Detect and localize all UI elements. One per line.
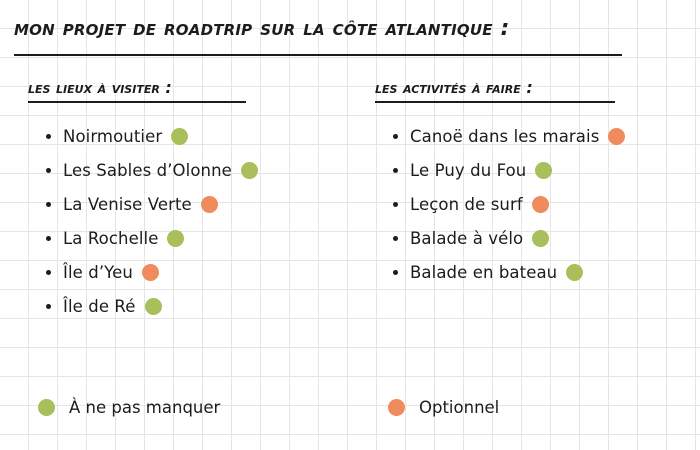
legend-label-optional: Optionnel (419, 398, 500, 417)
list-item-label: Île d’Yeu (63, 262, 133, 282)
list-activities (375, 119, 685, 289)
bullet-icon (393, 202, 398, 207)
bullet-icon (46, 236, 51, 241)
legend-item-optional (388, 398, 499, 417)
column-heading-underline (375, 101, 615, 103)
status-dot-green-icon (532, 230, 549, 247)
list-item (375, 221, 685, 255)
status-dot-orange-icon (201, 196, 218, 213)
list-item (28, 255, 358, 289)
list-item (375, 255, 685, 289)
bullet-icon (393, 168, 398, 173)
title-block (14, 16, 654, 41)
bullet-icon (46, 270, 51, 275)
column-heading-underline (28, 101, 246, 103)
status-dot-orange-icon (608, 128, 625, 145)
status-dot-green-icon (171, 128, 188, 145)
status-dot-green-icon (535, 162, 552, 179)
status-dot-orange-icon (142, 264, 159, 281)
legend-dot-green-icon (38, 399, 55, 416)
bullet-icon (46, 202, 51, 207)
list-item (375, 153, 685, 187)
list-item-label: Balade en bateau (410, 262, 558, 282)
bullet-icon (393, 134, 398, 139)
list-item-label: La Venise Verte (63, 194, 192, 214)
legend-label-must-see: À ne pas manquer (69, 398, 221, 417)
list-item (375, 119, 685, 153)
bullet-icon (393, 236, 398, 241)
list-item-label: Le Puy du Fou (410, 160, 527, 180)
list-item-label: La Rochelle (63, 228, 159, 248)
page-title: mon projet de roadtrip sur la côte atlantique : (14, 16, 510, 41)
list-item (28, 187, 358, 221)
list-item-label: Les Sables d’Olonne (63, 160, 232, 180)
list-item-label: Balade à vélo (410, 228, 524, 248)
column-heading-places: les lieux à visiter : (28, 78, 172, 97)
list-item (28, 119, 358, 153)
bullet-icon (46, 168, 51, 173)
status-dot-orange-icon (532, 196, 549, 213)
column-activities (375, 78, 685, 289)
list-item (28, 153, 358, 187)
list-item (28, 221, 358, 255)
legend (0, 398, 700, 428)
title-underline (14, 54, 622, 56)
list-item-label: Leçon de surf (410, 194, 523, 214)
column-heading-activities: les activités à faire : (375, 78, 533, 97)
list-item (28, 289, 358, 323)
list-item-label: Île de Ré (63, 296, 136, 316)
list-item (375, 187, 685, 221)
column-places (28, 78, 358, 323)
list-places (28, 119, 358, 323)
legend-dot-orange-icon (388, 399, 405, 416)
list-item-label: Noirmoutier (63, 126, 163, 146)
legend-item-must-see (38, 398, 220, 417)
bullet-icon (46, 134, 51, 139)
status-dot-green-icon (566, 264, 583, 281)
bullet-icon (393, 270, 398, 275)
status-dot-green-icon (145, 298, 162, 315)
status-dot-green-icon (167, 230, 184, 247)
bullet-icon (46, 304, 51, 309)
list-item-label: Canoë dans les marais (410, 126, 600, 146)
status-dot-green-icon (241, 162, 258, 179)
